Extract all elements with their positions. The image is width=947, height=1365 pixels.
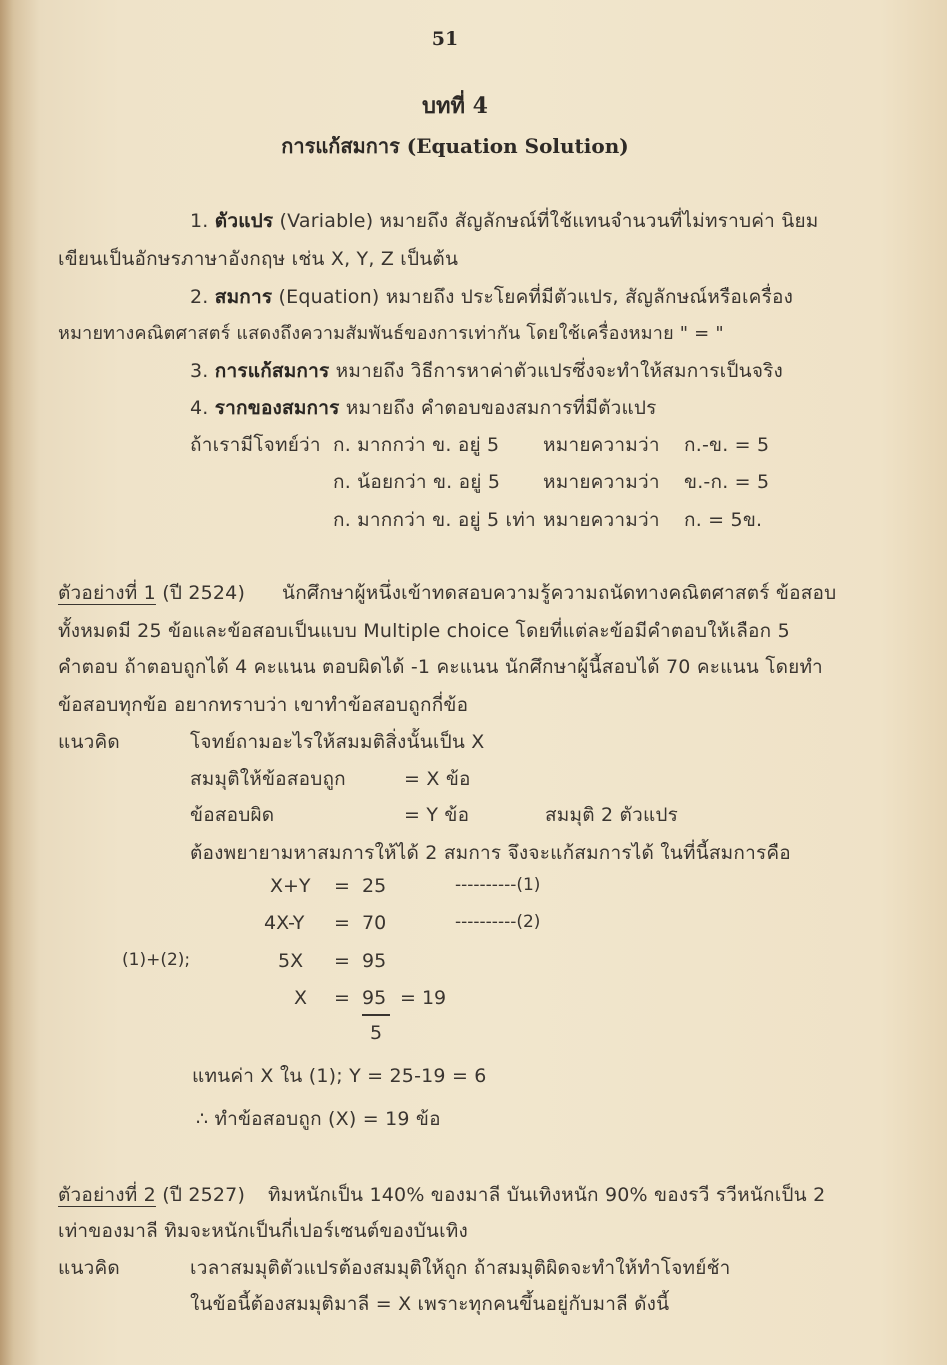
translation-meaning: ก.-ข. = 5 [684, 434, 770, 456]
assumption-label: สมมุติให้ข้อสอบถูก [190, 768, 346, 790]
conclusion-line [196, 1104, 441, 1134]
assumption-value: = X ข้อ [404, 768, 471, 790]
example-year: (ปี 2527) [162, 1184, 246, 1206]
therefore-icon: ∴ [196, 1108, 209, 1130]
equation-rhs: 25 [362, 875, 387, 897]
equation-sign: = [334, 875, 350, 897]
definition-text: (Equation) หมายถึง ประโยคที่มีตัวแปร, สัญลักษณ์หรือเครื่อง [272, 286, 794, 308]
chapter-heading: บทที่ 4 [422, 93, 488, 119]
definition-text: หมายถึง วิธีการหาค่าตัวแปรซึ่งจะทำให้สมการเป็นจริง [329, 360, 784, 382]
translation-lead: ถ้าเรามีโจทย์ว่า [190, 434, 321, 456]
definition-number: 4. [190, 397, 209, 419]
equation-lhs: X+Y [270, 875, 311, 897]
definition-number: 2. [190, 286, 209, 308]
definition-text: หมายถึง คำตอบของสมการที่มีตัวแปร [339, 397, 657, 419]
example-label: ตัวอย่างที่ 1 [58, 582, 156, 604]
approach-label: แนวคิด [58, 1257, 120, 1279]
translation-meaning-label: หมายความว่า [543, 509, 660, 531]
example-problem-line: ทิมหนักเป็น 140% ของมาลี บันเทิงหนัก 90% ของรวี รวีหนักเป็น 2 [268, 1184, 826, 1206]
page-number: 51 [431, 28, 459, 50]
approach-line: โจทย์ถามอะไรให้สมมติสิ่งนั้นเป็น X [190, 731, 485, 753]
example-problem-line: นักศึกษาผู้หนึ่งเข้าทดสอบความรู้ความถนัดทางคณิตศาสตร์ ข้อสอบ [282, 582, 837, 604]
fraction-bar [362, 1014, 390, 1016]
translation-meaning: ก. = 5ข. [684, 509, 763, 531]
definition-text: (Variable) หมายถึง สัญลักษณ์ที่ใช้แทนจำนวนที่ไม่ทราบค่า นิยม [273, 210, 819, 232]
definition-2-continued: หมายทางคณิตศาสตร์ แสดงถึงความสัมพันธ์ของการเท่ากัน โดยใช้เครื่องหมาย " = " [58, 323, 724, 344]
fraction-denominator: 5 [370, 1022, 383, 1044]
definition-4 [190, 393, 657, 423]
equation-tag: ----------(2) [455, 912, 541, 932]
fraction-numerator: 95 [362, 987, 387, 1009]
approach-label: แนวคิด [58, 731, 120, 753]
assumption-note: สมมุติ 2 ตัวแปร [545, 804, 679, 826]
definition-term: สมการ [214, 286, 273, 308]
definition-1 [190, 206, 819, 236]
definition-1-continued: เขียนเป็นอักษรภาษาอังกฤษ เช่น X, Y, Z เป็นต้น [58, 248, 459, 270]
substitution-line: แทนค่า X ใน (1); Y = 25-19 = 6 [192, 1065, 487, 1087]
example-problem-line: ข้อสอบทุกข้อ อยากทราบว่า เขาทำข้อสอบถูกกี่ข้อ [58, 694, 469, 716]
equation-lhs: 4X-Y [264, 912, 305, 934]
example-problem-line: ทั้งหมดมี 25 ข้อและข้อสอบเป็นแบบ Multiple choice โดยที่แต่ละข้อมีคำตอบให้เลือก 5 [58, 620, 790, 642]
assumption-label: ข้อสอบผิด [190, 804, 275, 826]
equation-result: = 19 [400, 987, 447, 1009]
definition-term: การแก้สมการ [214, 360, 330, 382]
example-problem-line: คำตอบ ถ้าตอบถูกได้ 4 คะแนน ตอบผิดได้ -1 คะแนน นักศึกษาผู้นี้สอบได้ 70 คะแนน โดยทำ [58, 656, 823, 678]
equation-lhs: X [294, 987, 308, 1009]
translation-meaning-label: หมายความว่า [543, 434, 660, 456]
translation-meaning: ข.-ก. = 5 [684, 471, 770, 493]
equation-prefix: (1)+(2); [122, 950, 191, 970]
example-1-header [58, 578, 245, 608]
definition-number: 1. [190, 210, 209, 232]
chapter-title: การแก้สมการ (Equation Solution) [281, 134, 629, 158]
equation-sign: = [334, 950, 350, 972]
example-year: (ปี 2524) [162, 582, 246, 604]
definition-term: รากของสมการ [214, 397, 340, 419]
definition-term: ตัวแปร [214, 210, 274, 232]
equation-sign: = [334, 912, 350, 934]
definition-3 [190, 356, 783, 386]
translation-meaning-label: หมายความว่า [543, 471, 660, 493]
translation-statement: ก. มากกว่า ข. อยู่ 5 [333, 434, 500, 456]
assumption-value: = Y ข้อ [404, 804, 470, 826]
example-2-header [58, 1180, 245, 1210]
need-equations-line: ต้องพยายามหาสมการให้ได้ 2 สมการ จึงจะแก้สมการได้ ในที่นี้สมการคือ [190, 842, 791, 864]
equation-tag: ----------(1) [455, 875, 541, 895]
example-label: ตัวอย่างที่ 2 [58, 1184, 156, 1206]
equation-sign: = [334, 987, 350, 1009]
equation-rhs: 95 [362, 950, 387, 972]
equation-rhs: 70 [362, 912, 387, 934]
translation-statement: ก. มากกว่า ข. อยู่ 5 เท่า [333, 509, 536, 531]
definition-number: 3. [190, 360, 209, 382]
approach-line: เวลาสมมุติตัวแปรต้องสมมุติให้ถูก ถ้าสมมุติผิดจะทำให้ทำโจทย์ช้า [190, 1257, 731, 1279]
approach-line: ในข้อนี้ต้องสมมุติมาลี = X เพราะทุกคนขึ้นอยู่กับมาลี ดังนี้ [190, 1293, 670, 1315]
equation-lhs: 5X [278, 950, 304, 972]
definition-2 [190, 282, 793, 312]
conclusion-text: ทำข้อสอบถูก (X) = 19 ข้อ [214, 1108, 441, 1130]
example-problem-line: เท่าของมาลี ทิมจะหนักเป็นกี่เปอร์เซนต์ของบันเทิง [58, 1220, 468, 1242]
translation-statement: ก. น้อยกว่า ข. อยู่ 5 [333, 471, 501, 493]
